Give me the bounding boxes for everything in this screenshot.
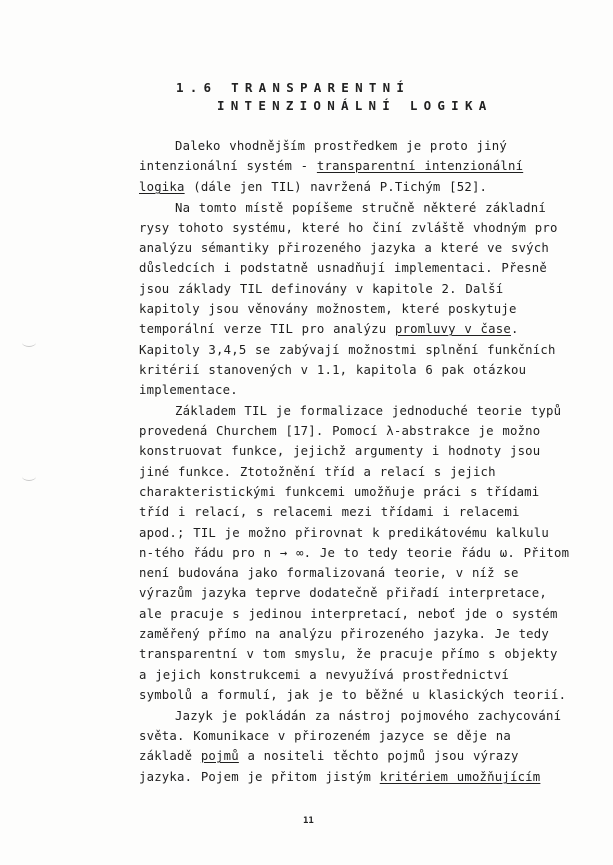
paragraph-3-line-14: a jejich konstrukcemi a nevyužívá prostřednictví [139, 668, 509, 682]
text-run: (dále jen TIL) navržená P.Tichým [52]. [184, 180, 488, 194]
underlined-term: logika [139, 180, 185, 194]
text-run: . [510, 322, 519, 336]
text-run: intenzionální systém - [139, 159, 317, 173]
paragraph-2-line-9: kritérií stanovených v 1.1, kapitola 6 pak otázkou [139, 363, 527, 377]
paragraph-3-line-15: symbolů a formulí, jak je to běžné u klasických teorií. [139, 688, 567, 702]
paragraph-2-line-3: analýzu sémantiky přirozeného jazyka a které ve svých [139, 241, 549, 255]
paragraph-2-line-8: Kapitoly 3,4,5 se zabývají možnostmi splnění funkčních [139, 343, 556, 357]
paragraph-3-line-3: konstruovat funkce, jejichž argumenty i hodnoty jsou [139, 444, 541, 458]
scan-margin-mark [22, 338, 36, 347]
paragraph-3-line-13: transparentní v tom smyslu, že pracuje přímo s objekty [139, 647, 558, 661]
paragraph-3-line-1: Základem TIL je formalizace jednoduché teorie typů [175, 404, 562, 418]
paragraph-3-line-7: apod.; TIL je možno přirovnat k predikátovému kalkulu [139, 526, 549, 540]
paragraph-2-line-4: důsledcích i podstatně usnadňují implementaci. Přesně [139, 261, 547, 275]
underlined-term: kritériem umožňujícím [379, 770, 541, 784]
paragraph-2-line-5: jsou základy TIL definovány v kapitole 2. Další [139, 282, 504, 296]
underlined-term: transparentní intenzionální [316, 159, 524, 173]
paragraph-3-line-6: tříd i relací, s relacemi mezi třídami i relacemi [139, 505, 520, 519]
paragraph-2-line-2: rysy tohoto systému, které ho činí zvláště vhodným pro [139, 221, 558, 235]
paragraph-1-line-2 [139, 159, 523, 173]
underlined-term: promluvy v čase [394, 322, 511, 336]
text-run: temporální verze TIL pro analýzu [139, 322, 395, 336]
paragraph-3-line-5: charakteristickými funkcemi umožňuje práci s třídami [139, 485, 540, 499]
paragraph-4-line-4 [139, 770, 540, 784]
paragraph-3-line-12: zaměřený přímo na analýzu přirozeného jazyka. Je tedy [139, 627, 549, 641]
paragraph-3-line-9: není budována jako formalizovaná teorie, v níž se [139, 566, 519, 580]
paragraph-4-line-3 [139, 749, 519, 763]
text-run: a nositeli těchto pojmů jsou výrazy [238, 749, 519, 763]
paragraph-3-line-2: provedená Churchem [17]. Pomocí λ-abstrakce je možno [139, 424, 541, 438]
paragraph-4-line-1: Jazyk je pokládán za nástroj pojmového zachycování [175, 709, 562, 723]
paragraph-4-line-2: světa. Komunikace v přirozeném jazyce se děje na [139, 729, 511, 743]
paragraph-3-line-4: jiné funkce. Ztotožnění tříd a relací s jejich [139, 465, 496, 479]
section-heading-line-2: INTENZIONÁLNÍ LOGIKA [217, 98, 493, 113]
paragraph-2-line-10: implementace. [139, 383, 238, 397]
paragraph-2-line-6: kapitoly jsou věnovány možnostem, které poskytuje [139, 302, 517, 316]
text-run: jazyka. Pojem je přitom jistým [139, 770, 380, 784]
paragraph-1-line-1: Daleko vhodnějším prostředkem je proto jiný [175, 139, 507, 153]
underlined-term: pojmů [200, 749, 239, 763]
paragraph-2-line-1: Na tomto místě popíšeme stručně některé základní [175, 201, 546, 215]
text-run: základě [139, 749, 201, 763]
section-heading-line-1: 1.6 TRANSPARENTNÍ [176, 80, 411, 95]
paragraph-3-line-8: n-tého řádu pro n → ∞. Je to tedy teorie řádu ω. Přitom [139, 546, 570, 560]
paragraph-1-line-3 [139, 180, 487, 194]
paragraph-2-line-7 [139, 322, 519, 336]
paragraph-3-line-11: ale pracuje s jedinou interpretací, neboť jde o systém [139, 607, 558, 621]
page-number: 11 [303, 816, 314, 826]
scan-margin-mark [22, 472, 36, 481]
paragraph-3-line-10: výrazům jazyka teprve dodatečně přiřadí interpretace, [139, 586, 547, 600]
